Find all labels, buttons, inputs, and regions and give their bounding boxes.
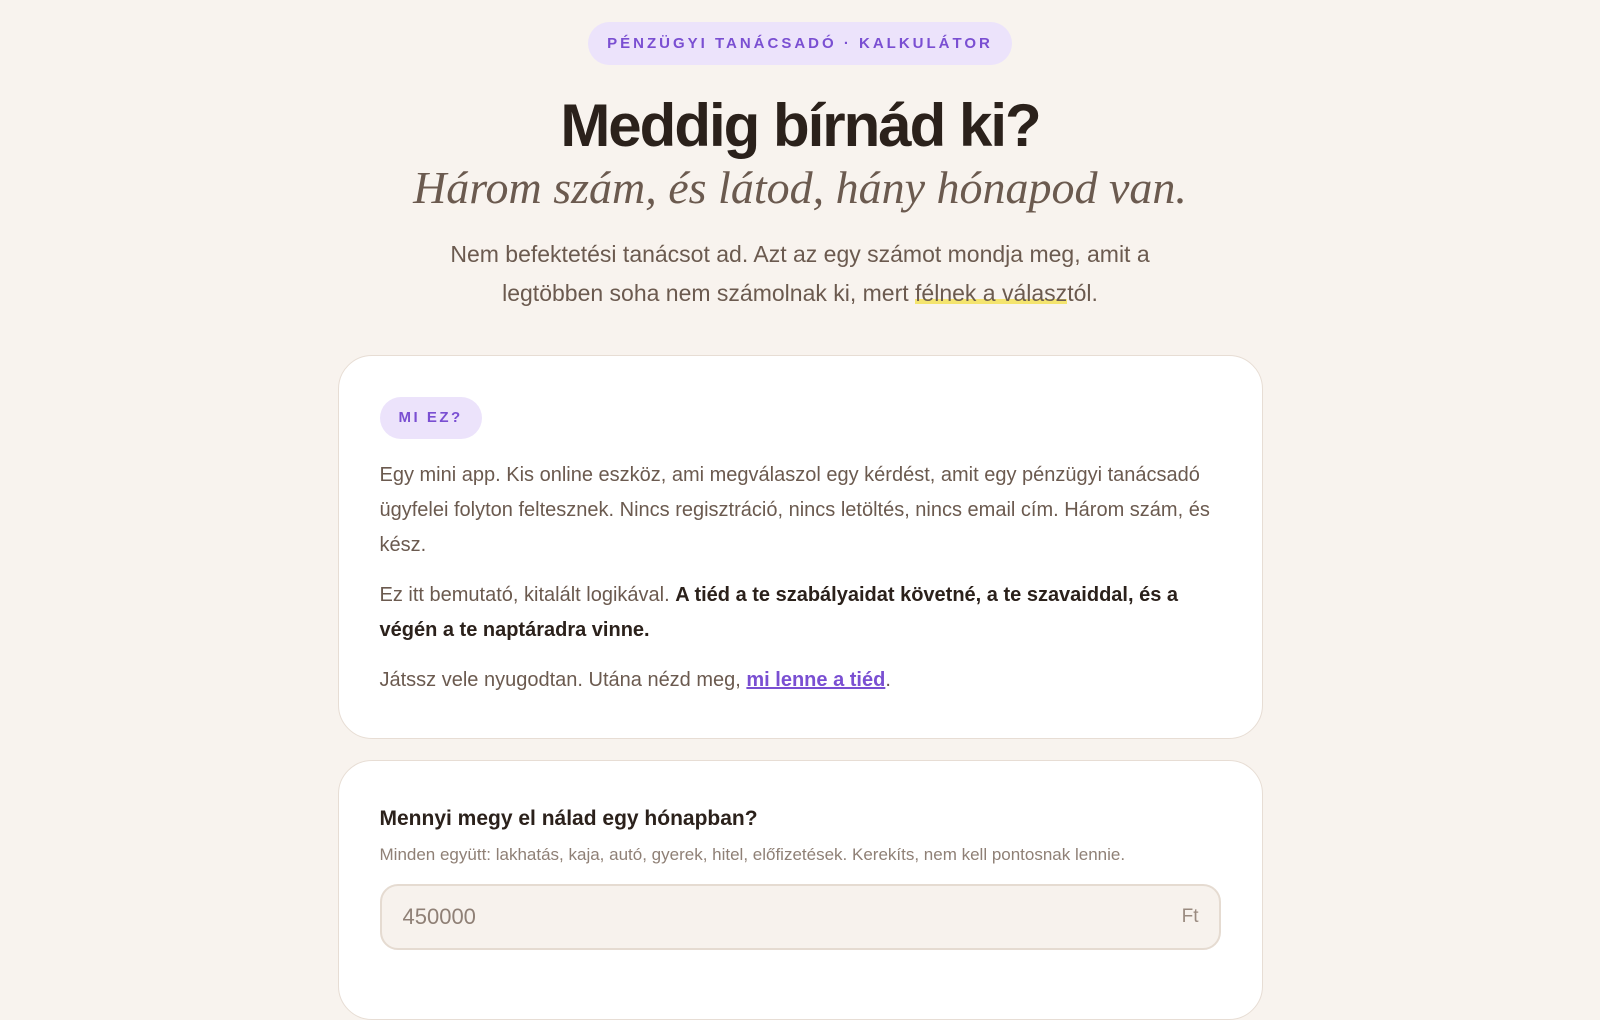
intro-text-end: tól.	[1067, 280, 1098, 306]
about-paragraph-2	[380, 578, 1221, 648]
about-paragraph-3-end: .	[885, 669, 891, 691]
monthly-spend-hint: Minden együtt: lakhatás, kaja, autó, gyerek, hitel, előfizetések. Kerekíts, nem kell pontosnak lennie.	[379, 845, 1126, 864]
page-subtitle: Három szám, és látod, hány hónapod van.	[413, 162, 1187, 213]
monthly-spend-label: Mennyi megy el nálad egy hónapban?	[379, 807, 758, 830]
monthly-spend-field[interactable]	[380, 884, 1221, 950]
monthly-spend-card	[338, 760, 1263, 1020]
about-paragraph-2-text: Ez itt bemutató, kitalált logikával.	[379, 584, 676, 606]
about-card	[338, 355, 1263, 739]
page-title: Meddig bírnád ki?	[560, 92, 1040, 159]
currency-unit: Ft	[1181, 906, 1199, 927]
about-paragraph-3-text: Játssz vele nyugodtan. Utána nézd meg,	[379, 669, 747, 691]
monthly-spend-input[interactable]	[382, 886, 1219, 948]
intro-text	[450, 235, 1150, 313]
intro-highlight: félnek a válasz	[915, 280, 1068, 306]
eyebrow-badge: PÉNZÜGYI TANÁCSADÓ · KALKULÁTOR	[588, 22, 1012, 65]
about-paragraph-2-bold: A tiéd a te szabályaidat követné, a te szavaiddal, és a végén a te naptáradra vinne.	[379, 584, 1179, 641]
about-badge: MI EZ?	[380, 397, 482, 439]
about-paragraph-1: Egy mini app. Kis online eszköz, ami megválaszol egy kérdést, amit egy pénzügyi tanácsadó ügyfelei folyton feltesznek. Nincs regisztráció, nincs letöltés, nincs email cím. Három szám, és kész.	[379, 464, 1210, 556]
about-paragraph-3	[380, 663, 1221, 698]
yours-link[interactable]: mi lenne a tiéd	[746, 669, 886, 691]
intro-text-start: Nem befektetési tanácsot ad. Azt az egy számot mondja meg, amit a legtöbben soha nem számolnak ki, mert	[450, 241, 1150, 306]
